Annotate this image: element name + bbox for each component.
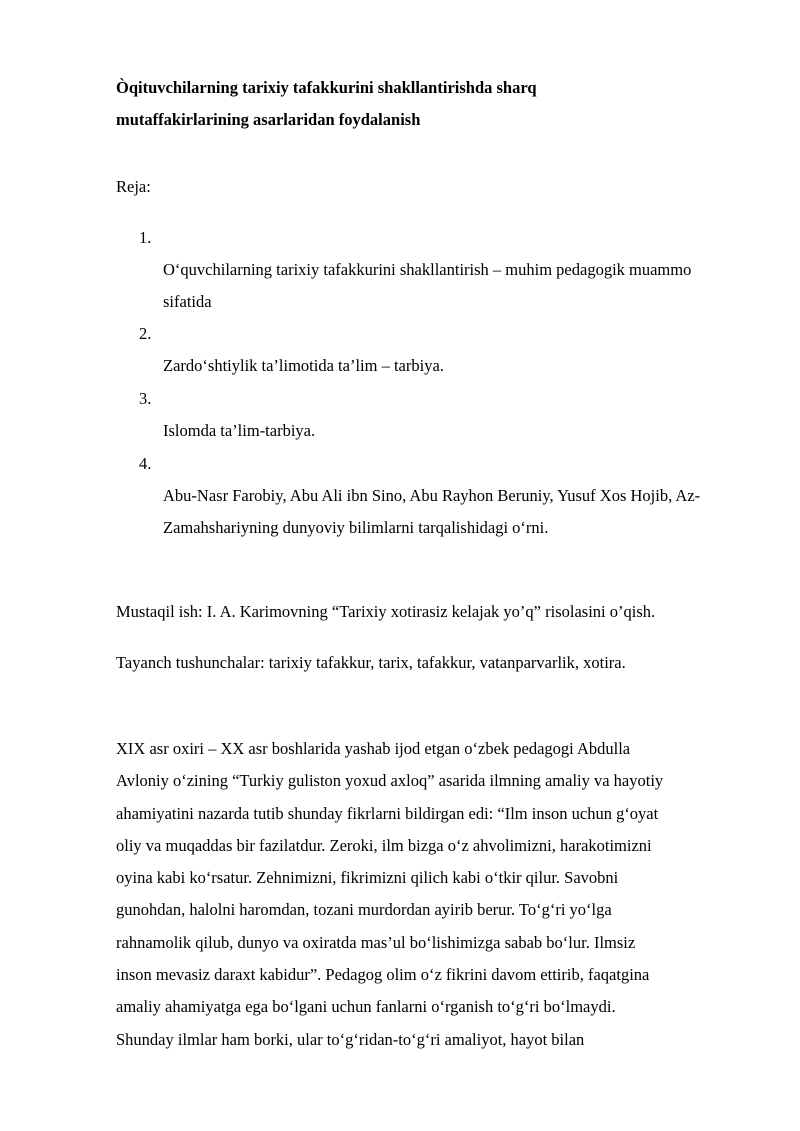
body-line: oliy va muqaddas bir fazilatdur. Zeroki, ilm bizga o‘z ahvolimizni, harakotimizni — [116, 835, 652, 855]
body-line: ahamiyatini nazarda tutib shunday fikrlarni bildirgan edi: “Ilm inson uchun g‘oyat — [116, 803, 659, 823]
body-line: inson mevasiz daraxt kabidur”. Pedagog olim o‘z fikrini davom ettirib, faqatgina — [116, 965, 650, 985]
plan-item-3-number: 3. — [139, 389, 152, 408]
key-concepts: Tayanch tushunchalar: tarixiy tafakkur, tarix, tafakkur, vatanparvarlik, xotira. — [116, 653, 626, 672]
plan-item-2-number: 2. — [139, 324, 152, 343]
body-line: Shunday ilmlar ham borki, ular to‘g‘ridan-to‘g‘ri amaliyot, hayot bilan — [116, 1029, 585, 1049]
document-title — [116, 72, 716, 136]
plan-heading: Reja: — [116, 177, 151, 196]
body-line: oyina kabi ko‘rsatur. Zehnimizni, fikrimizni qilich kabi o‘tkir qilur. Savobni — [116, 868, 619, 888]
plan-item-4-text: Abu-Nasr Farobiy, Abu Ali ibn Sino, Abu Rayhon Beruniy, Yusuf Xos Hojib, Az-Zamahshariyning dunyoviy bilimlarni tarqalishidagi o‘rni. — [163, 486, 701, 537]
body-line: amaliy ahamiyatga ega bo‘lgani uchun fanlarni o‘rganish to‘g‘ri bo‘lmaydi. — [116, 997, 616, 1017]
plan-item-3-text: Islomda ta’lim-tarbiya. — [163, 421, 316, 440]
body-paragraph — [116, 733, 756, 1056]
plan-item-1-text: O‘quvchilarning tarixiy tafakkurini shakllantirish – muhim pedagogik muammo sifatida — [163, 260, 692, 311]
title-line-1: Òqituvchilarning tarixiy tafakkurini shakllantirishda sharq — [116, 78, 537, 97]
body-line: Avloniy o‘zining “Turkiy guliston yoxud axloq” asarida ilmning amaliy va hayotiy — [116, 771, 664, 791]
body-line: rahnamolik qilub, dunyo va oxiratda mas’ul bo‘lishimizga sabab bo‘lur. Ilmsiz — [116, 932, 636, 952]
plan-item-2-text: Zardo‘shtiylik ta’limotida ta’lim – tarbiya. — [163, 356, 444, 375]
plan-item-1-number: 1. — [139, 228, 152, 247]
body-line: XIX asr oxiri – XX asr boshlarida yashab ijod etgan o‘zbek pedagogi Abdulla — [116, 739, 631, 758]
title-line-2: mutaffakirlarining asarlaridan foydalanish — [116, 110, 421, 129]
plan-item-4-number: 4. — [139, 454, 152, 473]
independent-work: Mustaqil ish: I. A. Karimovning “Tarixiy xotirasiz kelajak yo’q” risolasini o’qish. — [116, 602, 656, 621]
body-line: gunohdan, halolni haromdan, tozani murdordan ayirib berur. To‘g‘ri yo‘lga — [116, 900, 612, 920]
